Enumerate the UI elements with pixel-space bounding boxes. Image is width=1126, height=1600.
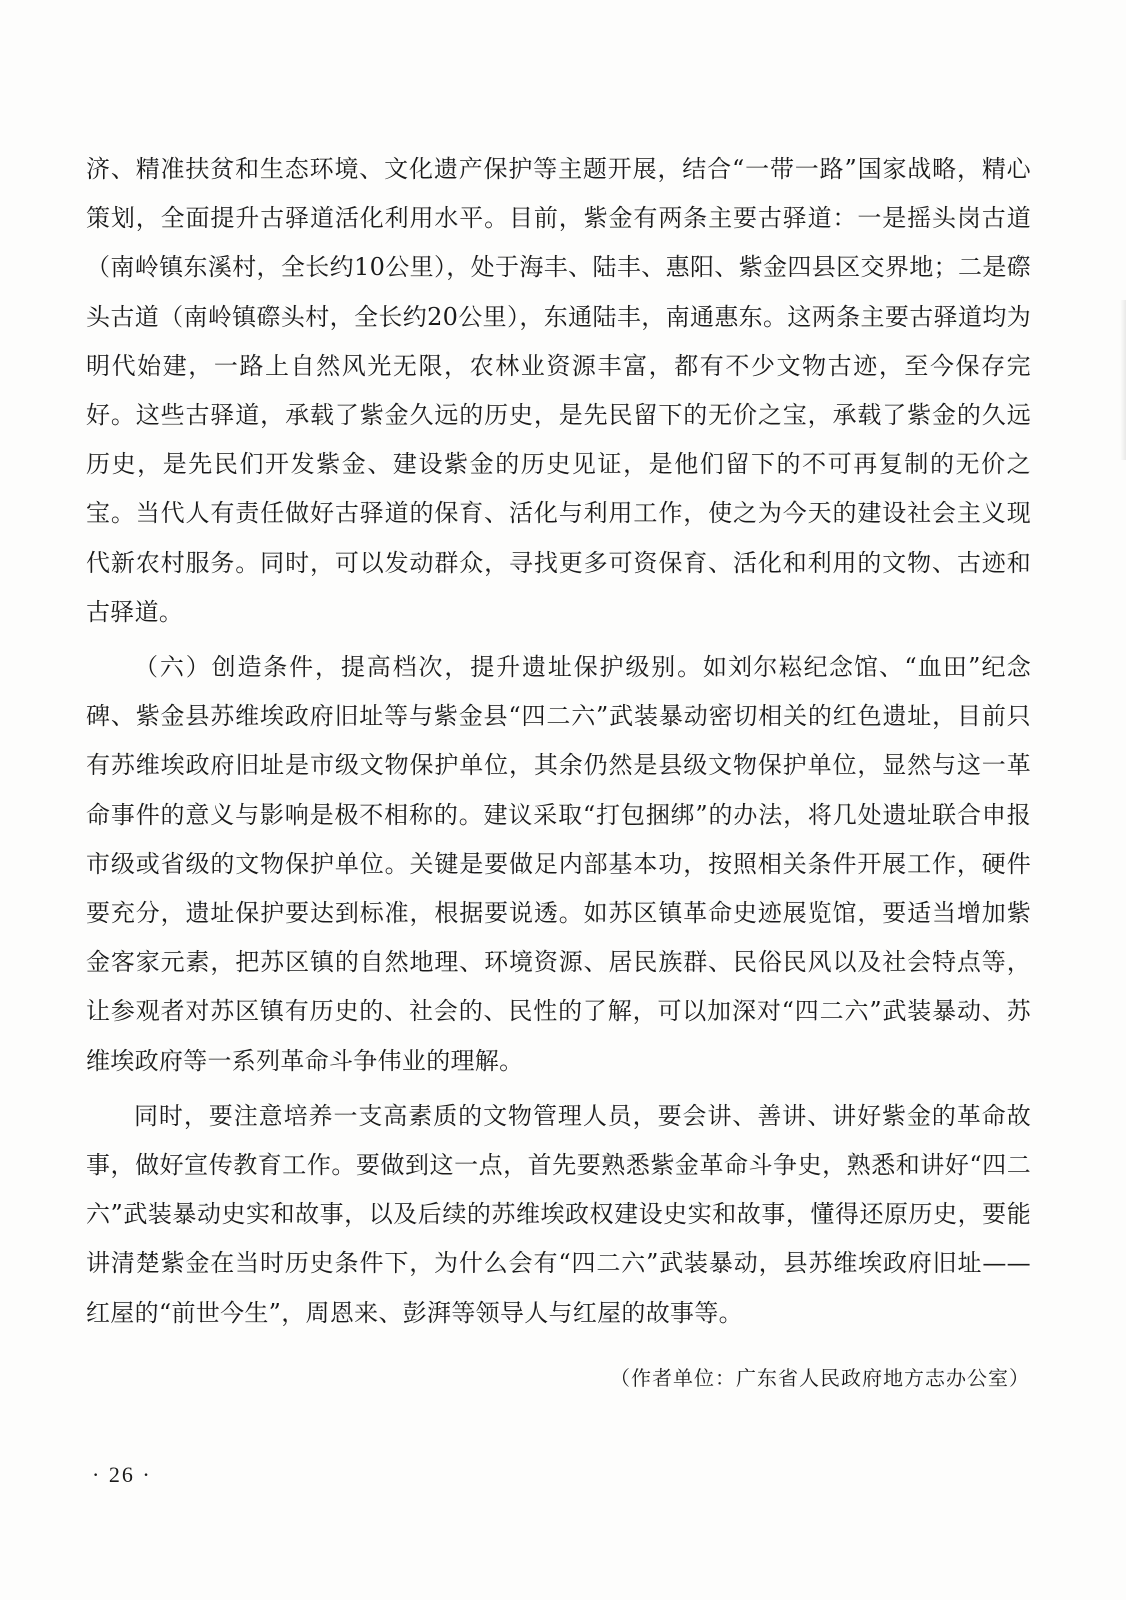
paragraph-site-protection-body: 如刘尔崧纪念馆、“血田”纪念碑、紫金县苏维埃政府旧址等与紫金县“四二六”武装暴动密切相关的红色遗址，目前只有苏维埃政府旧址是市级文物保护单位，其余仍然是县级文物保护单位，显然与这一革命事件的意义与影响是极不相称的。建议采取“打包捆绑”的办法，将几处遗址联合申报市级或省级的文物保护单位。关键是要做足内部基本功，按照相关条件开展工作，硬件要充分，遗址保护要达到标准，根据要说透。如苏区镇革命史迹展览馆，要适当增加紫金客家元素，把苏区镇的自然地理、环境资源、居民族群、民俗民风以及社会特点等，让参观者对苏区镇有历史的、社会的、民性的了解，可以加深对“四二六”武装暴动、苏维埃政府等一系列革命斗争伟业的理解。 <box>86 653 1031 1075</box>
article-body <box>86 145 1031 1338</box>
section-heading-six: （六）创造条件，提高档次，提升遗址保护级别。 <box>134 653 704 682</box>
page-number: · 26 · <box>92 1462 152 1487</box>
paragraph-site-protection <box>86 643 1031 1086</box>
paragraph-ancient-post-roads: 济、精准扶贫和生态环境、文化遗产保护等主题开展，结合“一带一路”国家战略，精心策划，全面提升古驿道活化利用水平。目前，紫金有两条主要古驿道：一是摇头岗古道（南岭镇东溪村，全长约10公里），处于海丰、陆丰、惠阳、紫金四县区交界地；二是磜头古道（南岭镇磜头村，全长约20公里），东通陆丰，南通惠东。这两条主要古驿道均为明代始建，一路上自然风光无限，农林业资源丰富，都有不少文物古迹，至今保存完好。这些古驿道，承载了紫金久远的历史，是先民留下的无价之宝，承载了紫金的久远历史，是先民们开发紫金、建设紫金的历史见证，是他们留下的不可再复制的无价之宝。当代人有责任做好古驿道的保育、活化与利用工作，使之为今天的建设社会主义现代新农村服务。同时，可以发动群众，寻找更多可资保育、活化和利用的文物、古迹和古驿道。 <box>86 155 1031 626</box>
author-affiliation: （作者单位：广东省人民政府地方志办公室） <box>610 1366 1030 1390</box>
paragraph-staff-training: 同时，要注意培养一支高素质的文物管理人员，要会讲、善讲、讲好紫金的革命故事，做好宣传教育工作。要做到这一点，首先要熟悉紫金革命斗争史，熟悉和讲好“四二六”武装暴动史实和故事，以及后续的苏维埃政权建设史实和故事，懂得还原历史，要能讲清楚紫金在当时历史条件下，为什么会有“四二六”武装暴动，县苏维埃政府旧址——红屋的“前世今生”，周恩来、彭湃等领导人与红屋的故事等。 <box>86 1101 1031 1327</box>
scan-edge-shadow <box>1120 300 1126 460</box>
